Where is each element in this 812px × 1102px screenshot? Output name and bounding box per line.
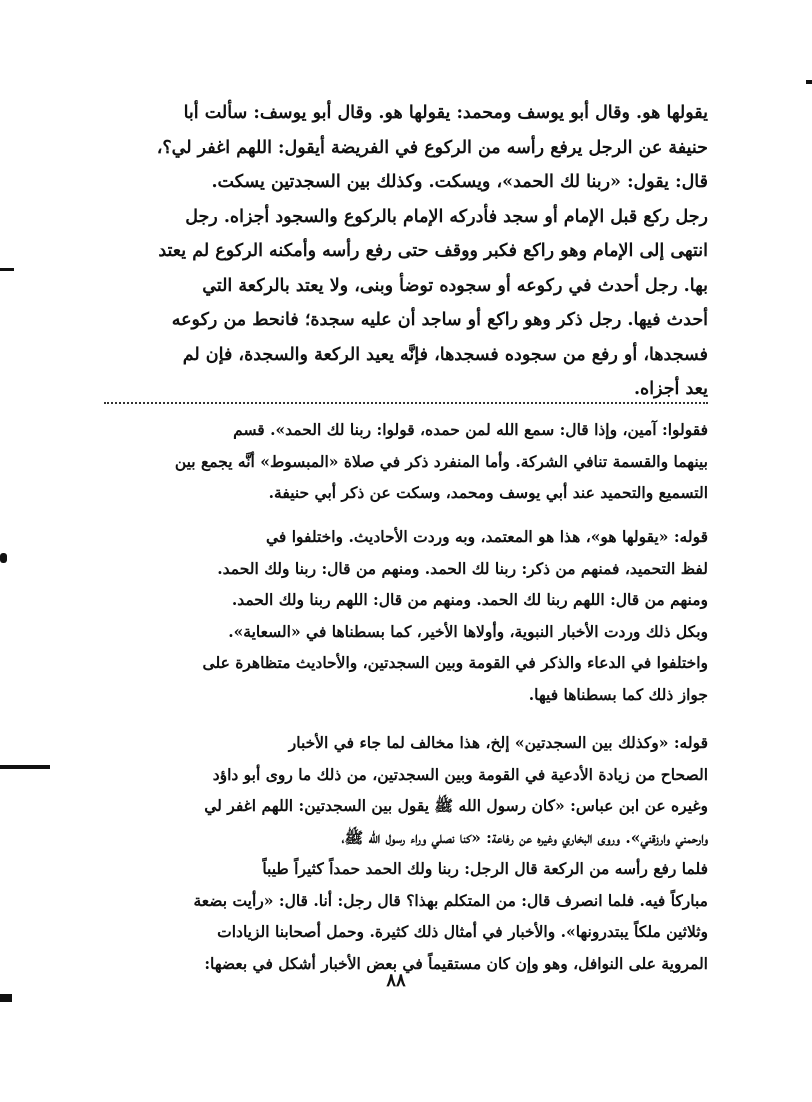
- dotted-separator: [104, 402, 708, 404]
- page-number: ٨٨: [386, 970, 406, 991]
- commentary-paragraph-2: [104, 521, 708, 710]
- text-line: أحدث فيها. رجل ذكر وهو راكع أو ساجد أن عليه سجدة؛ فانحط من ركوعه: [171, 310, 708, 330]
- text-line: قال: يقول: «ربنا لك الحمد»، ويسكت. وكذلك بين السجدتين يسكت.: [211, 172, 708, 192]
- text-line: الصحاح من زيادة الأدعية في القومة وبين السجدتين، من ذلك ما روى أبو داؤد: [212, 764, 708, 784]
- scan-artifact: [0, 765, 50, 769]
- text-line: بينهما والقسمة تنافي الشركة. وأما المنفرد ذكر في صلاة «المبسوط» أنَّه يجمع بين: [174, 451, 708, 471]
- text-line: انتهى إلى الإمام وهو راكع فكبر ووقف حتى رفع رأسه وأمكنه الركوع لم يعتد: [158, 241, 708, 261]
- main-text: [104, 96, 708, 407]
- text-line: وارحمني وارزقني». وروى البخاري وغيره عن رفاعة: «كنا نصلي وراء رسول الله ﷺ،: [341, 827, 708, 847]
- text-line: واختلفوا في الدعاء والذكر في القومة وبين السجدتين، والأحاديث متظاهرة على: [202, 653, 708, 672]
- text-line: قوله: «وكذلك بين السجدتين» إلخ، هذا مخالف لما جاء في الأخبار: [288, 733, 708, 752]
- scan-artifact: [806, 80, 812, 84]
- commentary-paragraph-1: [104, 414, 708, 509]
- text-line: قوله: «يقولها هو»، هذا هو المعتمد، وبه وردت الأحاديث. واختلفوا في: [265, 527, 708, 546]
- commentary-paragraph-3: [104, 727, 708, 979]
- text-line: المروية على النوافل، وهو وإن كان مستقيماً في بعض الأخبار أشكل في بعضها:: [204, 953, 708, 973]
- text-line: وثلاثين ملكاً يبتدرونها». والأخبار في أمثال ذلك كثيرة. وحمل أصحابنا الزيادات: [217, 922, 708, 941]
- text-line: فقولوا: آمين، وإذا قال: سمع الله لمن حمده، قولوا: ربنا لك الحمد». قسم: [233, 420, 708, 439]
- text-line: وغيره عن ابن عباس: «كان رسول الله ﷺ يقول بين السجدتين: اللهم اغفر لي: [204, 796, 708, 815]
- scan-artifact: [0, 994, 12, 1002]
- text-line: وبكل ذلك وردت الأخبار النبوية، وأولاها الأخير، كما بسطناها في «السعاية».: [228, 621, 708, 641]
- text-line: رجل ركع قبل الإمام أو سجد فأدركه الإمام بالركوع والسجود أجزاه. رجل: [185, 206, 708, 227]
- text-line: بها. رجل أحدث في ركوعه أو سجوده توضأ وبنى، ولا يعتد بالركعة التي: [202, 275, 708, 296]
- text-line: فسجدها، أو رفع من سجوده فسجدها، فإنَّه يعيد الركعة والسجدة، فإن لم: [182, 344, 708, 365]
- scan-artifact: [0, 268, 14, 271]
- text-line: فلما رفع رأسه من الركعة قال الرجل: ربنا ولك الحمد حمداً كثيراً طيباً: [262, 859, 708, 878]
- text-line: جواز ذلك كما بسطناها فيها.: [528, 684, 708, 704]
- text-line: مباركاً فيه. فلما انصرف قال: من المتكلم بهذا؟ قال رجل: أنا. قال: «رأيت بضعة: [193, 890, 708, 910]
- text-line: حنيفة عن الرجل يرفع رأسه من الركوع في الفريضة أيقول: اللهم اغفر لي؟،: [156, 137, 708, 158]
- text-line: ومنهم من قال: اللهم ربنا لك الحمد. ومنهم من قال: اللهم ربنا ولك الحمد.: [231, 590, 708, 609]
- text-line: يعد أجزاه.: [633, 379, 708, 399]
- scan-artifact: [0, 553, 7, 563]
- text-line: يقولها هو. وقال أبو يوسف ومحمد: يقولها هو. وقال أبو يوسف: سألت أبا: [183, 103, 708, 123]
- text-line: لفظ التحميد، فمنهم من ذكر: ربنا لك الحمد. ومنهم من قال: ربنا ولك الحمد.: [217, 558, 708, 578]
- text-line: التسميع والتحميد عند أبي يوسف ومحمد، وسكت عن ذكر أبي حنيفة.: [268, 483, 708, 502]
